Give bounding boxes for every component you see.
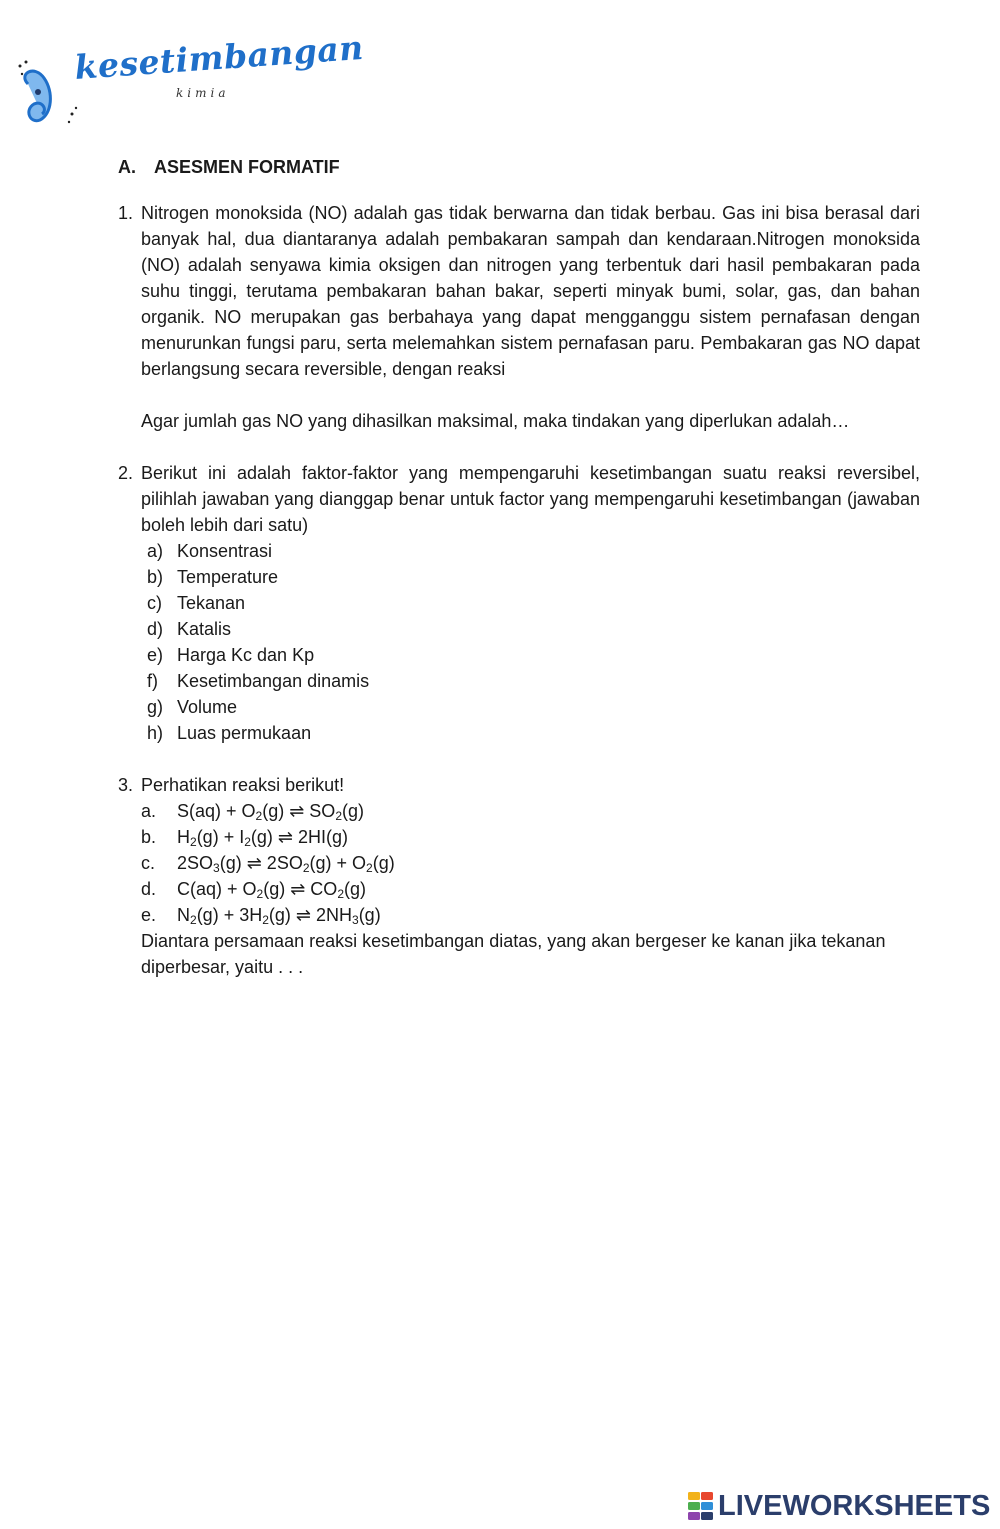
reaction-equation: $H_2(g) + I_2(g)$ ⇌ 2HI(g)	[177, 827, 348, 849]
option-label: h)	[147, 723, 164, 743]
reaction-equation: $N_2(g) + 3H_2(g)$ ⇌ $2NH_3(g)$	[177, 905, 381, 927]
liveworksheets-blocks-icon	[688, 1492, 714, 1520]
question-2-number: 2.	[118, 463, 134, 483]
reaction-d[interactable]	[141, 876, 920, 902]
reaction-label: d.	[141, 879, 157, 899]
reaction-e[interactable]	[141, 902, 920, 928]
option-text: Harga Kc dan Kp	[177, 645, 315, 665]
question-2	[118, 460, 920, 746]
option-label: e)	[147, 645, 164, 665]
option-text: Kesetimbangan dinamis	[177, 671, 370, 691]
question-1	[118, 200, 920, 434]
reaction-b[interactable]	[141, 824, 920, 850]
reaction-c[interactable]	[141, 850, 920, 876]
question-1-paragraph: Nitrogen monoksida (NO) adalah gas tidak berwarna dan tidak berbau. Gas ini bisa berasal dari banyak hal, dua diantaranya adalah pembakaran sampah dan kendaraan.Nitrogen monoksida (NO) adalah senyawa kimia oksigen dan nitrogen yang terbentuk dari hasil pembakaran pada suhu tinggi, terutama pembakaran bahan bakar, seperti minyak bumi, solar, gas, dan bahan organik. NO merupakan gas berbahaya yang dapat mengganggu sistem pernafasan dengan menurunkan fungsi paru, serta melemahkan sistem pernafasan paru. Pembakaran gas NO dapat berlangsung secara reversible, dengan reaksi	[141, 203, 920, 379]
reaction-label: a.	[141, 801, 157, 821]
option-g[interactable]	[141, 694, 920, 720]
option-text: Konsentrasi	[177, 541, 273, 561]
option-text: Luas permukaan	[177, 723, 312, 743]
option-text: Katalis	[177, 619, 232, 639]
reaction-label: b.	[141, 827, 157, 847]
reaction-label: e.	[141, 905, 157, 925]
option-label: c)	[147, 593, 162, 613]
question-1-prompt: Agar jumlah gas NO yang dihasilkan maksimal, maka tindakan yang diperlukan adalah…	[141, 411, 850, 431]
question-3-number: 3.	[118, 775, 134, 795]
question-3-intro: Perhatikan reaksi berikut!	[141, 775, 345, 795]
option-text: Volume	[177, 697, 238, 717]
option-a[interactable]	[141, 538, 920, 564]
liveworksheets-logo	[688, 1486, 990, 1526]
option-h[interactable]	[141, 720, 920, 746]
reaction-equation: $C(aq) + O_2(g)$ ⇌ $CO_2(g)$	[177, 879, 366, 901]
reaction-label: c.	[141, 853, 156, 873]
option-text: Tekanan	[177, 593, 246, 613]
option-d[interactable]	[141, 616, 920, 642]
option-b[interactable]	[141, 564, 920, 590]
option-f[interactable]	[141, 668, 920, 694]
question-3-prompt: Diantara persamaan reaksi kesetimbangan diatas, yang akan bergeser ke kanan jika tekanan diperbesar, yaitu . . .	[141, 931, 886, 977]
header-logo	[14, 27, 365, 130]
option-label: b)	[147, 567, 164, 587]
reaction-equation: $S(aq) + O_2(g)$ ⇌ $SO_2(g)$	[177, 801, 364, 823]
option-c[interactable]	[141, 590, 920, 616]
reaction-a[interactable]	[141, 798, 920, 824]
worksheet-content	[118, 154, 920, 1006]
question-1-number: 1.	[118, 203, 134, 223]
option-text: Temperature	[177, 567, 279, 587]
option-e[interactable]	[141, 642, 920, 668]
question-3	[118, 772, 920, 980]
option-label: a)	[147, 541, 164, 561]
reaction-equation: $2SO_3(g)$ ⇌ $2SO_2(g) + O_2(g)$	[177, 853, 395, 875]
question-3-reactions	[141, 798, 920, 928]
section-heading	[118, 154, 920, 180]
option-label: g)	[147, 697, 164, 717]
section-letter: A.	[118, 157, 136, 177]
logo-title: kesetimbangan	[73, 27, 365, 87]
question-2-options	[141, 538, 920, 746]
option-label: f)	[147, 671, 158, 691]
logo-subtitle: kimia	[176, 86, 230, 100]
option-label: d)	[147, 619, 164, 639]
liveworksheets-brand: LIVEWORKSHEETS	[718, 1489, 991, 1522]
section-title: ASESMEN FORMATIF	[154, 157, 340, 177]
question-2-paragraph: Berikut ini adalah faktor-faktor yang mempengaruhi kesetimbangan suatu reaksi reversibel, pilihlah jawaban yang dianggap benar untuk factor yang mempengaruhi kesetimbangan (jawaban boleh lebih dari satu)	[141, 463, 920, 535]
